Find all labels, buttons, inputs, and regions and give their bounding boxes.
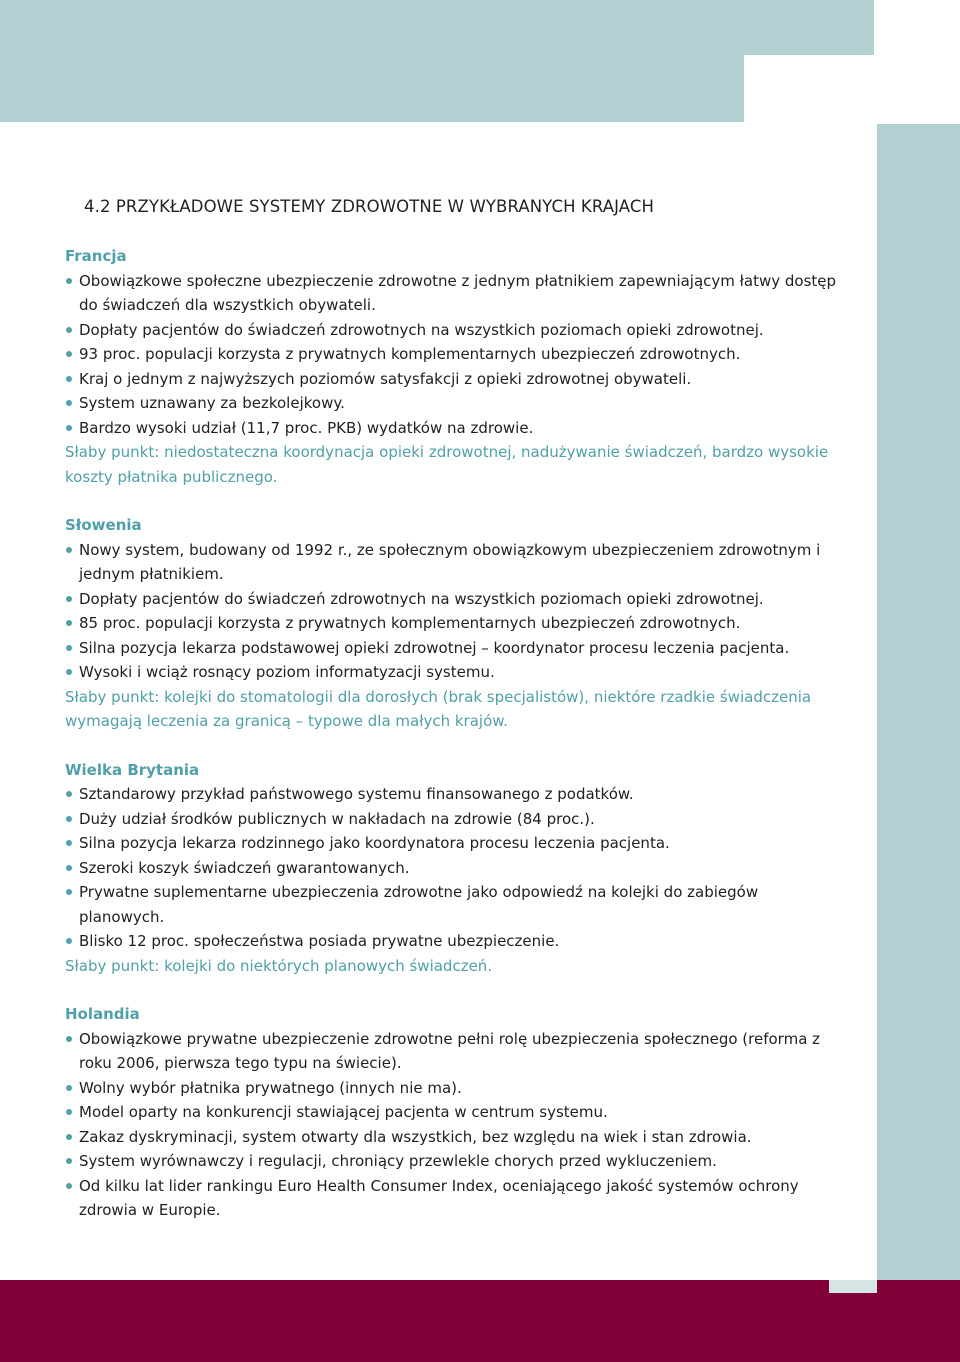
list-item: Szeroki koszyk świadczeń gwarantowanych. xyxy=(65,856,845,881)
list-item: Obowiązkowe społeczne ubezpieczenie zdrowotne z jednym płatnikiem zapewniającym łatwy dostęp do świadczeń dla wszystkich obywateli. xyxy=(65,269,845,318)
list-item: Od kilku lat lider rankingu Euro Health Consumer Index, oceniającego jakość systemów ochrony zdrowia w Europie. xyxy=(65,1174,845,1223)
list-item: Zakaz dyskryminacji, system otwarty dla wszystkich, bez względu na wiek i stan zdrowia. xyxy=(65,1125,845,1150)
list-item: Obowiązkowe prywatne ubezpieczenie zdrowotne pełni rolę ubezpieczenia społecznego (reforma z roku 2006, pierwsza tego typu na świecie). xyxy=(65,1027,845,1076)
header-decoration-band xyxy=(0,0,874,55)
bullet-icon xyxy=(66,376,72,382)
document-content xyxy=(65,194,845,1223)
list-item: 93 proc. populacji korzysta z prywatnych komplementarnych ubezpieczeń zdrowotnych. xyxy=(65,342,845,367)
bullet-icon xyxy=(66,816,72,822)
list-item: Dopłaty pacjentów do świadczeń zdrowotnych na wszystkich poziomach opieki zdrowotnej. xyxy=(65,587,845,612)
section-title: 4.2 PRZYKŁADOWE SYSTEMY ZDROWOTNE W WYBRANYCH KRAJACH xyxy=(84,197,655,216)
bullet-icon xyxy=(66,938,72,944)
country-heading: Francja xyxy=(65,247,127,265)
bullet-list xyxy=(65,782,845,954)
list-item: Bardzo wysoki udział (11,7 proc. PKB) wydatków na zdrowie. xyxy=(65,416,845,441)
bullet-icon xyxy=(66,669,72,675)
list-item: System wyrównawczy i regulacji, chroniący przewlekle chorych przed wykluczeniem. xyxy=(65,1149,845,1174)
bullet-list xyxy=(65,269,845,441)
list-item: Kraj o jednym z najwyższych poziomów satysfakcji z opieki zdrowotnej obywateli. xyxy=(65,367,845,392)
bullet-icon xyxy=(66,889,72,895)
side-decoration-strip xyxy=(877,124,960,1280)
country-section-wielka-brytania xyxy=(65,758,845,979)
bullet-icon xyxy=(66,351,72,357)
bullet-icon xyxy=(66,327,72,333)
list-item: Silna pozycja lekarza podstawowej opieki zdrowotnej – koordynator procesu leczenia pacjenta. xyxy=(65,636,845,661)
header-decoration-block xyxy=(0,55,744,122)
bullet-icon xyxy=(66,278,72,284)
bullet-icon xyxy=(66,791,72,797)
list-item: 85 proc. populacji korzysta z prywatnych komplementarnych ubezpieczeń zdrowotnych. xyxy=(65,611,845,636)
bullet-icon xyxy=(66,547,72,553)
page-number-tab xyxy=(829,1280,877,1293)
bullet-icon xyxy=(66,840,72,846)
country-section-holandia xyxy=(65,1002,845,1223)
bullet-icon xyxy=(66,596,72,602)
bullet-icon xyxy=(66,1158,72,1164)
bullet-list xyxy=(65,538,845,685)
bullet-icon xyxy=(66,1036,72,1042)
bullet-icon xyxy=(66,1109,72,1115)
list-item: Duży udział środków publicznych w nakładach na zdrowie (84 proc.). xyxy=(65,807,845,832)
list-item: Wysoki i wciąż rosnący poziom informatyzacji systemu. xyxy=(65,660,845,685)
footer-band xyxy=(0,1280,960,1362)
country-heading: Wielka Brytania xyxy=(65,760,200,779)
bullet-icon xyxy=(66,1085,72,1091)
list-item: System uznawany za bezkolejkowy. xyxy=(65,391,845,416)
list-item: Dopłaty pacjentów do świadczeń zdrowotnych na wszystkich poziomach opieki zdrowotnej. xyxy=(65,318,845,343)
list-item: Nowy system, budowany od 1992 r., ze społecznym obowiązkowym ubezpieczeniem zdrowotnym i jednym płatnikiem. xyxy=(65,538,845,587)
country-heading: Słowenia xyxy=(65,516,142,534)
list-item: Sztandarowy przykład państwowego systemu finansowanego z podatków. xyxy=(65,782,845,807)
weak-point-note: Słaby punkt: kolejki do stomatologii dla dorosłych (brak specjalistów), niektóre rzadkie świadczenia wymagają leczenia za granicą – typowe dla małych krajów. xyxy=(65,687,812,730)
bullet-icon xyxy=(66,1183,72,1189)
list-item: Model oparty na konkurencji stawiającej pacjenta w centrum systemu. xyxy=(65,1100,845,1125)
bullet-icon xyxy=(66,620,72,626)
list-item: Silna pozycja lekarza rodzinnego jako koordynatora procesu leczenia pacjenta. xyxy=(65,831,845,856)
list-item: Wolny wybór płatnika prywatnego (innych nie ma). xyxy=(65,1076,845,1101)
list-item: Blisko 12 proc. społeczeństwa posiada prywatne ubezpieczenie. xyxy=(65,929,845,954)
page-number: 9 xyxy=(877,1277,888,1296)
bullet-icon xyxy=(66,645,72,651)
bullet-icon xyxy=(66,1134,72,1140)
bullet-icon xyxy=(66,400,72,406)
bullet-icon xyxy=(66,865,72,871)
bullet-icon xyxy=(66,425,72,431)
country-section-slowenia xyxy=(65,513,845,734)
weak-point-note: Słaby punkt: niedostateczna koordynacja opieki zdrowotnej, nadużywanie świadczeń, bardzo wysokie koszty płatnika publicznego. xyxy=(65,443,829,486)
country-section-francja xyxy=(65,244,845,489)
weak-point-note: Słaby punkt: kolejki do niektórych planowych świadczeń. xyxy=(65,956,493,975)
list-item: Prywatne suplementarne ubezpieczenia zdrowotne jako odpowiedź na kolejki do zabiegów planowych. xyxy=(65,880,845,929)
country-heading: Holandia xyxy=(65,1005,140,1023)
bullet-list xyxy=(65,1027,845,1223)
